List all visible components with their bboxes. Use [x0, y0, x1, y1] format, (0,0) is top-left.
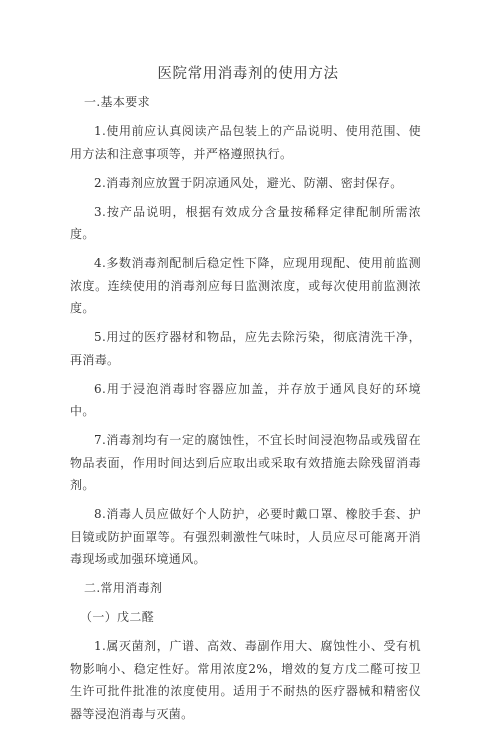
section-heading: 二.常用消毒剂: [84, 581, 163, 595]
paragraph: 5.用过的医疗器材和物品，应先去除污染，彻底清洗干净，再消毒。: [70, 330, 421, 367]
paragraph: 1.属灭菌剂，广谱、高效、毒副作用大、腐蚀性小、受有机物影响小、稳定性好。常用浓度2%，增效的复方戊二醛可按卫生许可批件批准的浓度使用。适用于不耐热的医疗器械和精密仪器等浸泡消毒与灭菌。: [70, 639, 421, 721]
document-title: 医院常用消毒剂的使用方法: [157, 66, 339, 82]
section-heading: 一.基本要求: [84, 95, 150, 109]
paragraph: 4.多数消毒剂配制后稳定性下降，应现用现配、使用前监测浓度。连续使用的消毒剂应每日监测浓度，或每次使用前监测浓度。: [70, 256, 421, 315]
paragraph: 2.消毒剂应放置于阴凉通风处，避光、防潮、密封保存。: [94, 175, 403, 190]
paragraph: 1.使用前应认真阅读产品包装上的产品说明、使用范围、使用方法和注意事项等，并严格遵照执行。: [70, 124, 421, 161]
paragraph: 8.消毒人员应做好个人防护，必要时戴口罩、橡胶手套、护目镜或防护面罩等。有强烈刺激性气味时，人员应尽可能离开消毒现场或加强环境通风。: [70, 507, 421, 566]
paragraph: 3.按产品说明，根据有效成分含量按稀释定律配制所需浓度。: [70, 204, 421, 241]
paragraph: 7.消毒剂均有一定的腐蚀性，不宜长时间浸泡物品或残留在物品表面，作用时间达到后应取出或采取有效措施去除残留消毒剂。: [70, 433, 421, 492]
document-body: [70, 91, 421, 732]
paragraph: 6.用于浸泡消毒时容器应加盖，并存放于通风良好的环境中。: [70, 381, 421, 418]
subsection-heading: （一）戊二醛: [80, 610, 155, 624]
